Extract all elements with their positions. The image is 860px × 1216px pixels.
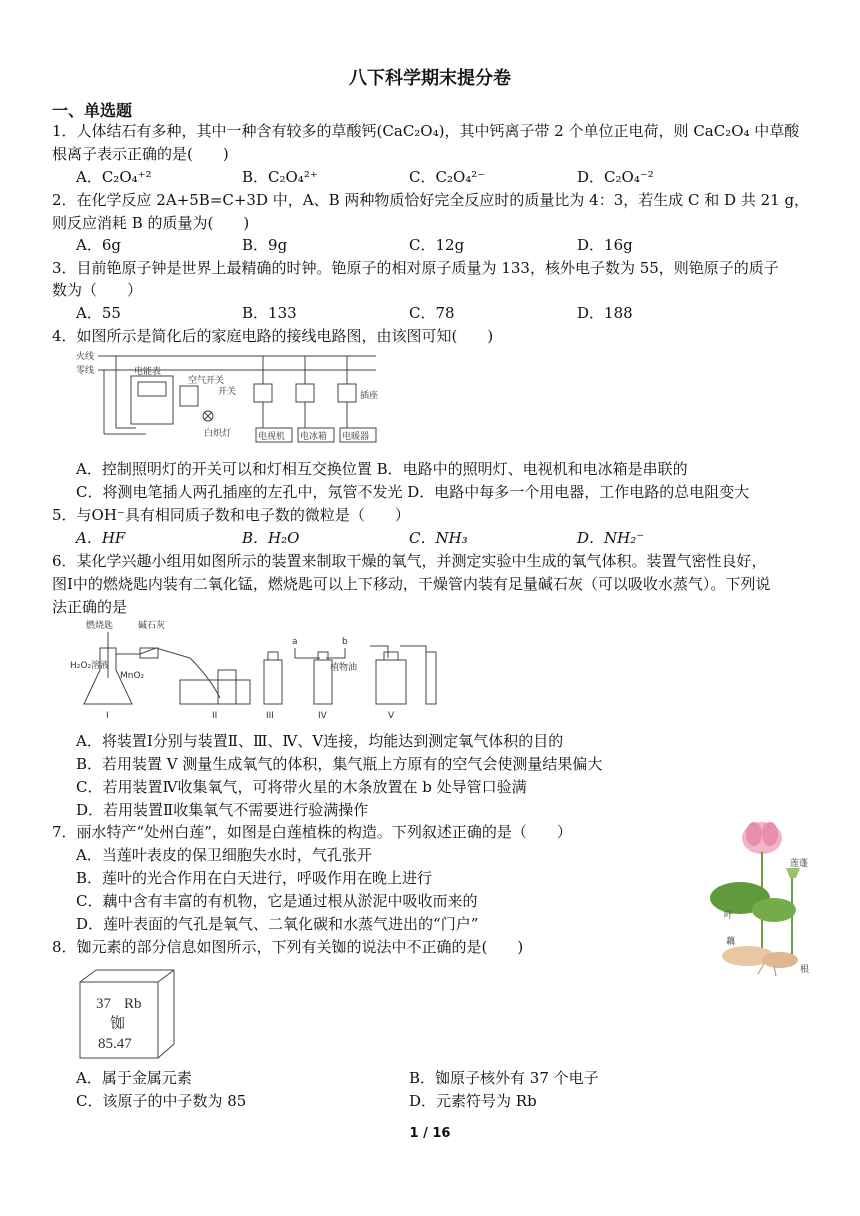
white-lotus-figure xyxy=(704,818,822,976)
q7-option-a: A．当莲叶表皮的保卫细胞失水时，气孔张开 xyxy=(76,846,372,864)
q1-option-c: C．C₂O₄²⁻ xyxy=(409,168,486,186)
rubidium-element-card xyxy=(78,968,178,1060)
label-lime: 碱石灰 xyxy=(138,621,166,631)
label-leaf: 叶 xyxy=(724,911,734,921)
q8-option-a: A．属于金属元素 xyxy=(76,1069,192,1087)
q1-option-d: D．C₂O₄⁻² xyxy=(577,168,654,186)
q8-option-b: B．铷原子核外有 37 个电子 xyxy=(409,1069,599,1087)
q2-option-b: B．9g xyxy=(242,236,288,254)
label-switch: 开关 xyxy=(218,387,237,397)
label-root: 根 xyxy=(800,965,810,975)
q1-option-b: B．C₂O₄²⁺ xyxy=(242,168,318,186)
label-apparatus-3: III xyxy=(266,711,274,721)
label-heater: 电暖器 xyxy=(342,432,370,442)
q6-stem-cont2: 法正确的是 xyxy=(52,598,128,616)
label-apparatus-1: I xyxy=(106,711,109,721)
label-apparatus-5: V xyxy=(388,711,395,721)
q4-stem: 4．如图所示是简化后的家庭电路的接线电路图，由该图可知( ) xyxy=(52,327,494,345)
label-lamp: 白炽灯 xyxy=(204,429,232,439)
q6-stem: 6．某化学兴趣小组用如图所示的装置来制取干燥的氧气，并测定实验中生成的氧气体积。装置气密性良好， xyxy=(52,552,767,570)
q4-option-c: C．将测电笔插人两孔插座的左孔中，氖管不发光 D．电路中每多一个用电器，工作电路的总电阻变大 xyxy=(76,483,750,501)
label-oil: 植物油 xyxy=(330,663,358,673)
label-tv: 电视机 xyxy=(258,432,286,442)
label-fridge: 电冰箱 xyxy=(300,432,328,442)
q3-option-c: C．78 xyxy=(409,304,455,322)
q3-stem-cont: 数为（ ） xyxy=(52,281,143,299)
label-breaker: 空气开关 xyxy=(188,376,225,386)
q7-option-b: B．莲叶的光合作用在白天进行，呼吸作用在晚上进行 xyxy=(76,869,433,887)
q5-stem: 5．与OH⁻具有相同质子数和电子数的微粒是（ ） xyxy=(52,506,410,524)
q5-option-d: D．NH₂⁻ xyxy=(577,529,645,547)
page-title: 八下科学期末提分卷 xyxy=(349,68,511,89)
label-mno2: MnO₂ xyxy=(120,671,145,681)
label-neutral-wire: 零线 xyxy=(76,366,95,376)
q3-option-a: A．55 xyxy=(76,304,121,322)
q1-stem-cont: 根离子表示正确的是( ) xyxy=(52,145,229,163)
label-spoon: 燃烧匙 xyxy=(86,621,114,631)
q7-option-c: C．藕中含有丰富的有机物，它是通过根从淤泥中吸收而来的 xyxy=(76,892,478,910)
label-apparatus-4: IV xyxy=(318,711,327,721)
q6-option-a: A．将装置Ⅰ分别与装置Ⅱ、Ⅲ、Ⅳ、Ⅴ连接，均能达到测定氧气体积的目的 xyxy=(76,732,564,750)
label-port-b: b xyxy=(342,637,348,647)
q1-option-a: A．C₂O₄⁺² xyxy=(76,168,152,186)
q5-option-a: A．HF xyxy=(76,529,126,547)
q2-option-a: A．6g xyxy=(76,236,121,254)
label-meter: 电能表 xyxy=(134,367,162,377)
q8-option-d: D．元素符号为 Rb xyxy=(409,1092,537,1110)
label-live-wire: 火线 xyxy=(76,352,95,362)
element-number: 37 xyxy=(96,996,111,1012)
label-apparatus-2: II xyxy=(212,711,218,721)
q6-option-c: C．若用装置Ⅳ收集氧气，可将带火星的木条放置在 b 处导管口验满 xyxy=(76,778,527,796)
household-circuit-diagram xyxy=(76,348,396,450)
q6-option-d: D．若用装置Ⅱ收集氧气不需要进行验满操作 xyxy=(76,801,369,819)
q5-option-b: B．H₂O xyxy=(242,529,300,547)
q3-stem: 3．目前铯原子钟是世界上最精确的时钟。铯原子的相对原子质量为 133，核外电子数为 55，则铯原子的质子 xyxy=(52,259,779,277)
q3-option-d: D．188 xyxy=(577,304,633,322)
label-seedpod: 莲蓬 xyxy=(790,859,809,869)
q2-option-d: D．16g xyxy=(577,236,633,254)
q4-option-a: A．控制照明灯的开关可以和灯相互交换位置 B．电路中的照明灯、电视机和电冰箱是串联的 xyxy=(76,460,688,478)
label-port-a: a xyxy=(292,637,298,647)
q2-option-c: C．12g xyxy=(409,236,465,254)
label-h2o2: H₂O₂溶液 xyxy=(70,661,110,671)
section-heading: 一、单选题 xyxy=(52,101,133,120)
q2-stem-cont: 则反应消耗 B 的质量为( ) xyxy=(52,214,250,232)
label-socket: 插座 xyxy=(360,391,379,401)
q6-stem-cont: 图Ⅰ中的燃烧匙内装有二氧化锰，燃烧匙可以上下移动，干燥管内装有足量碱石灰（可以吸收水蒸气）。下列说 xyxy=(52,575,771,593)
q7-option-d: D．莲叶表面的气孔是氧气、二氧化碳和水蒸气进出的“门户” xyxy=(76,915,479,933)
element-mass: 85.47 xyxy=(98,1036,132,1052)
oxygen-apparatus-diagram xyxy=(70,618,460,722)
label-rhizome: 藕 xyxy=(726,937,736,947)
page-number: 1 / 16 xyxy=(409,1126,451,1141)
q7-stem: 7．丽水特产“处州白莲”，如图是白莲植株的构造。下列叙述正确的是（ ） xyxy=(52,823,572,841)
element-symbol: Rb xyxy=(124,996,142,1012)
q6-option-b: B．若用装置 V 测量生成氧气的体积，集气瓶上方原有的空气会使测量结果偏大 xyxy=(76,755,603,773)
element-name: 铷 xyxy=(110,1016,126,1032)
q2-stem: 2．在化学反应 2A+5B=C+3D 中，A、B 两种物质恰好完全反应时的质量比为 4：3，若生成 C 和 D 共 21 g， xyxy=(52,191,810,209)
q5-option-c: C．NH₃ xyxy=(409,529,468,547)
q8-option-c: C．该原子的中子数为 85 xyxy=(76,1092,247,1110)
q1-stem: 1．人体结石有多种，其中一种含有较多的草酸钙(CaC₂O₄)，其中钙离子带 2 个单位正电荷，则 CaC₂O₄ 中草酸 xyxy=(52,122,800,140)
q3-option-b: B．133 xyxy=(242,304,297,322)
q8-stem: 8．铷元素的部分信息如图所示，下列有关铷的说法中不正确的是( ) xyxy=(52,938,524,956)
